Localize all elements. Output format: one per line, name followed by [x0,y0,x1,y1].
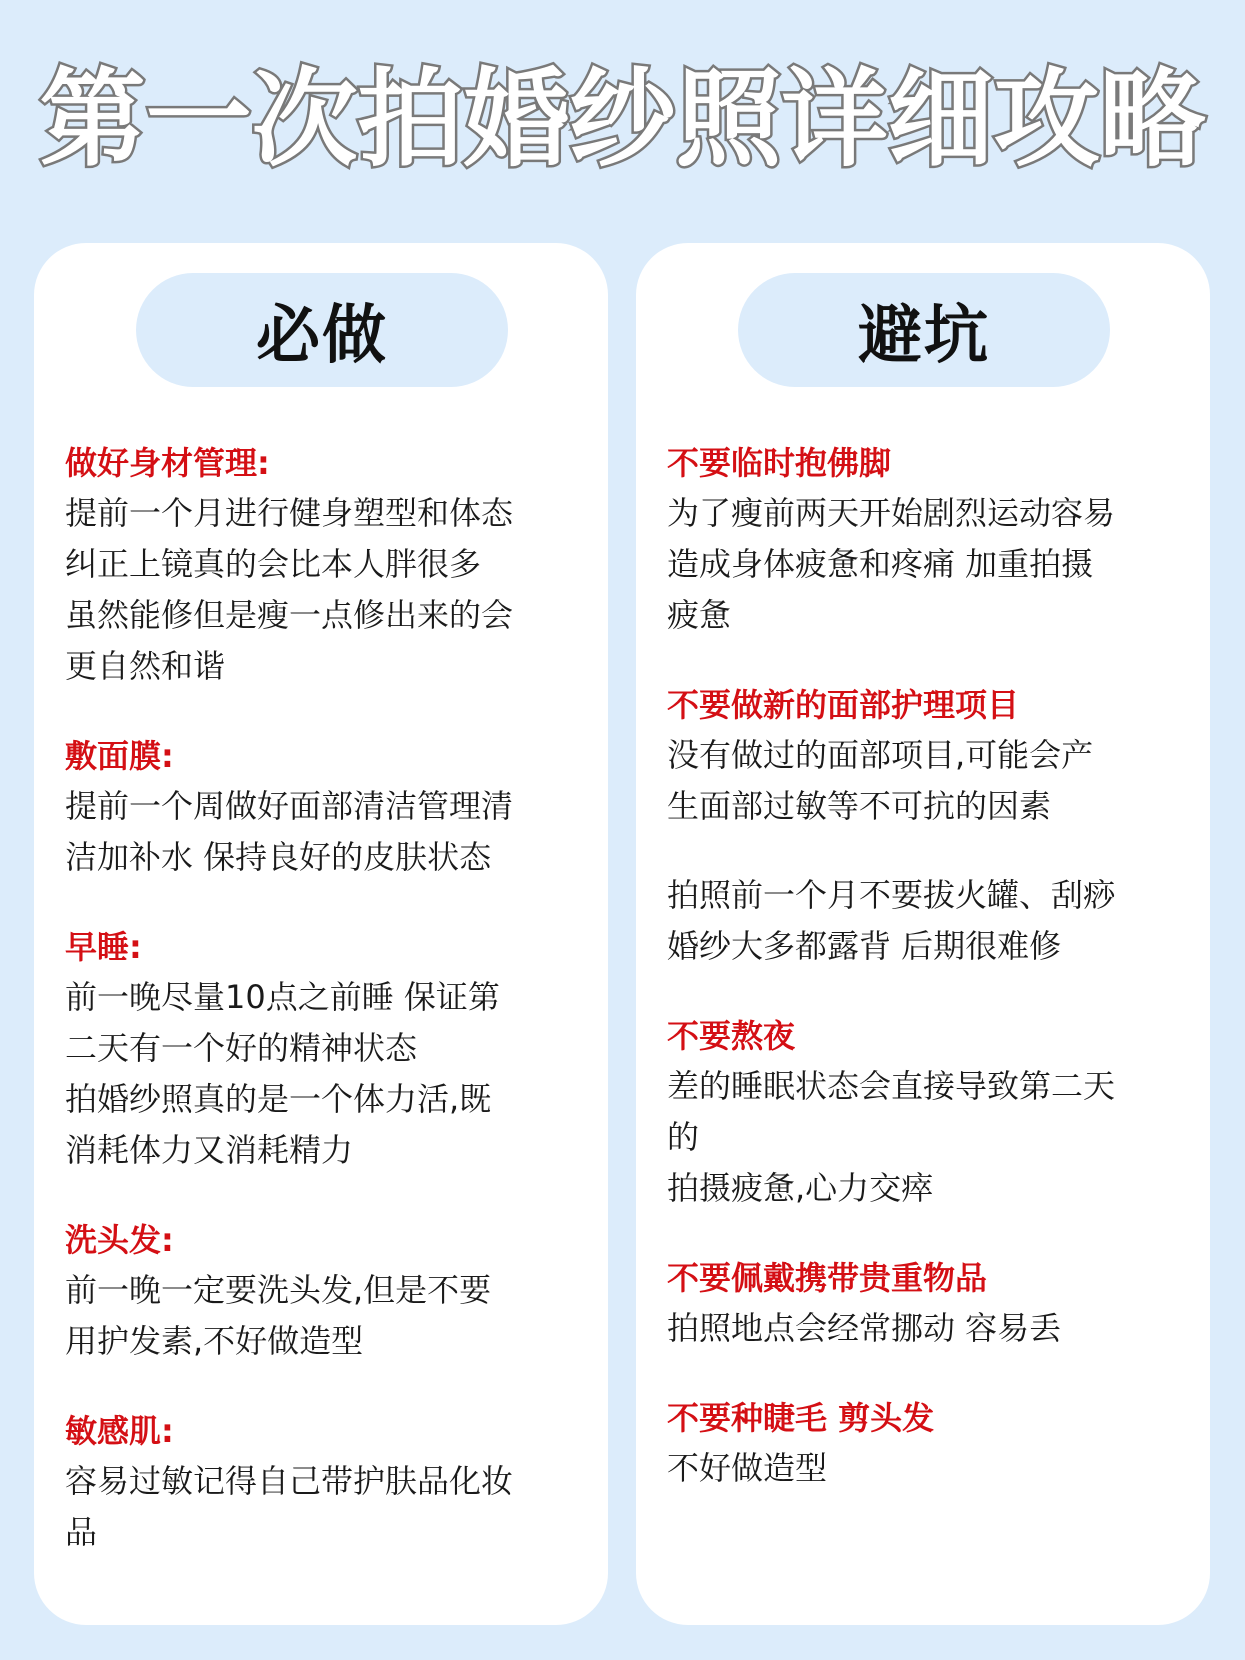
list-item [65,1406,595,1558]
item-text: 纠正上镜真的会比本人胖很多 [65,545,482,583]
item-text: 的 [667,1118,700,1156]
avoid-pitfalls-label-pill [738,273,1110,387]
list-item [65,731,595,883]
item-text: 虽然能修但是瘦一点修出来的会 [65,596,514,634]
page-title: 第一次拍婚纱照详细攻略 [39,58,1206,181]
must-do-label-pill [136,273,508,387]
item-heading: 早睡: [65,928,142,966]
item-text: 婚纱大多都露背 后期很难修 [667,927,1062,965]
list-item [667,1253,1197,1354]
avoid-pitfalls-list [667,438,1197,1533]
item-text: 提前一个月进行健身塑型和体态 [65,494,514,532]
item-text: 造成身体疲惫和疼痛 加重拍摄 [667,545,1094,583]
item-text: 拍摄疲惫,心力交瘁 [667,1169,934,1207]
item-heading: 不要佩戴携带贵重物品 [667,1259,988,1297]
item-text: 用护发素,不好做造型 [65,1322,364,1360]
must-do-list [65,438,595,1597]
list-item [65,922,595,1176]
item-text: 容易过敏记得自己带护肤品化妆 [65,1462,514,1500]
item-heading: 做好身材管理: [65,444,270,482]
item-heading: 不要临时抱佛脚 [667,444,892,482]
avoid-pitfalls-card [636,243,1210,1625]
item-text: 为了瘦前两天开始剧烈运动容易 [667,494,1116,532]
item-text: 差的睡眠状态会直接导致第二天 [667,1067,1116,1105]
must-do-label: 必做 [256,299,388,373]
item-heading: 敏感肌: [65,1412,174,1450]
avoid-pitfalls-label: 避坑 [858,299,990,373]
item-heading: 不要做新的面部护理项目 [667,686,1020,724]
list-item [65,438,595,692]
item-text: 前一晚尽量10点之前睡 保证第 [65,978,500,1016]
list-item [667,438,1197,641]
item-text: 生面部过敏等不可抗的因素 [667,787,1052,825]
item-heading: 敷面膜: [65,737,174,775]
item-text: 更自然和谐 [65,647,226,685]
list-item [667,680,1197,972]
item-heading: 不要种睫毛 剪头发 [667,1399,935,1437]
item-text: 洁加补水 保持良好的皮肤状态 [65,838,492,876]
spacer [667,832,1197,870]
item-text: 不好做造型 [667,1449,828,1487]
list-item [667,1011,1197,1214]
item-text: 拍婚纱照真的是一个体力活,既 [65,1080,492,1118]
item-text: 拍照前一个月不要拔火罐、刮痧 [667,876,1116,914]
item-text: 没有做过的面部项目,可能会产 [667,736,1094,774]
list-item [65,1215,595,1367]
item-heading: 不要熬夜 [667,1017,796,1055]
item-heading: 洗头发: [65,1221,174,1259]
must-do-card [34,243,608,1625]
item-text: 前一晚一定要洗头发,但是不要 [65,1271,492,1309]
item-text: 拍照地点会经常挪动 容易丢 [667,1309,1062,1347]
item-text: 品 [65,1513,98,1551]
list-item [667,1393,1197,1494]
item-text: 二天有一个好的精神状态 [65,1029,418,1067]
item-text: 疲惫 [667,596,732,634]
item-text: 提前一个周做好面部清洁管理清 [65,787,514,825]
item-text: 消耗体力又消耗精力 [65,1131,354,1169]
